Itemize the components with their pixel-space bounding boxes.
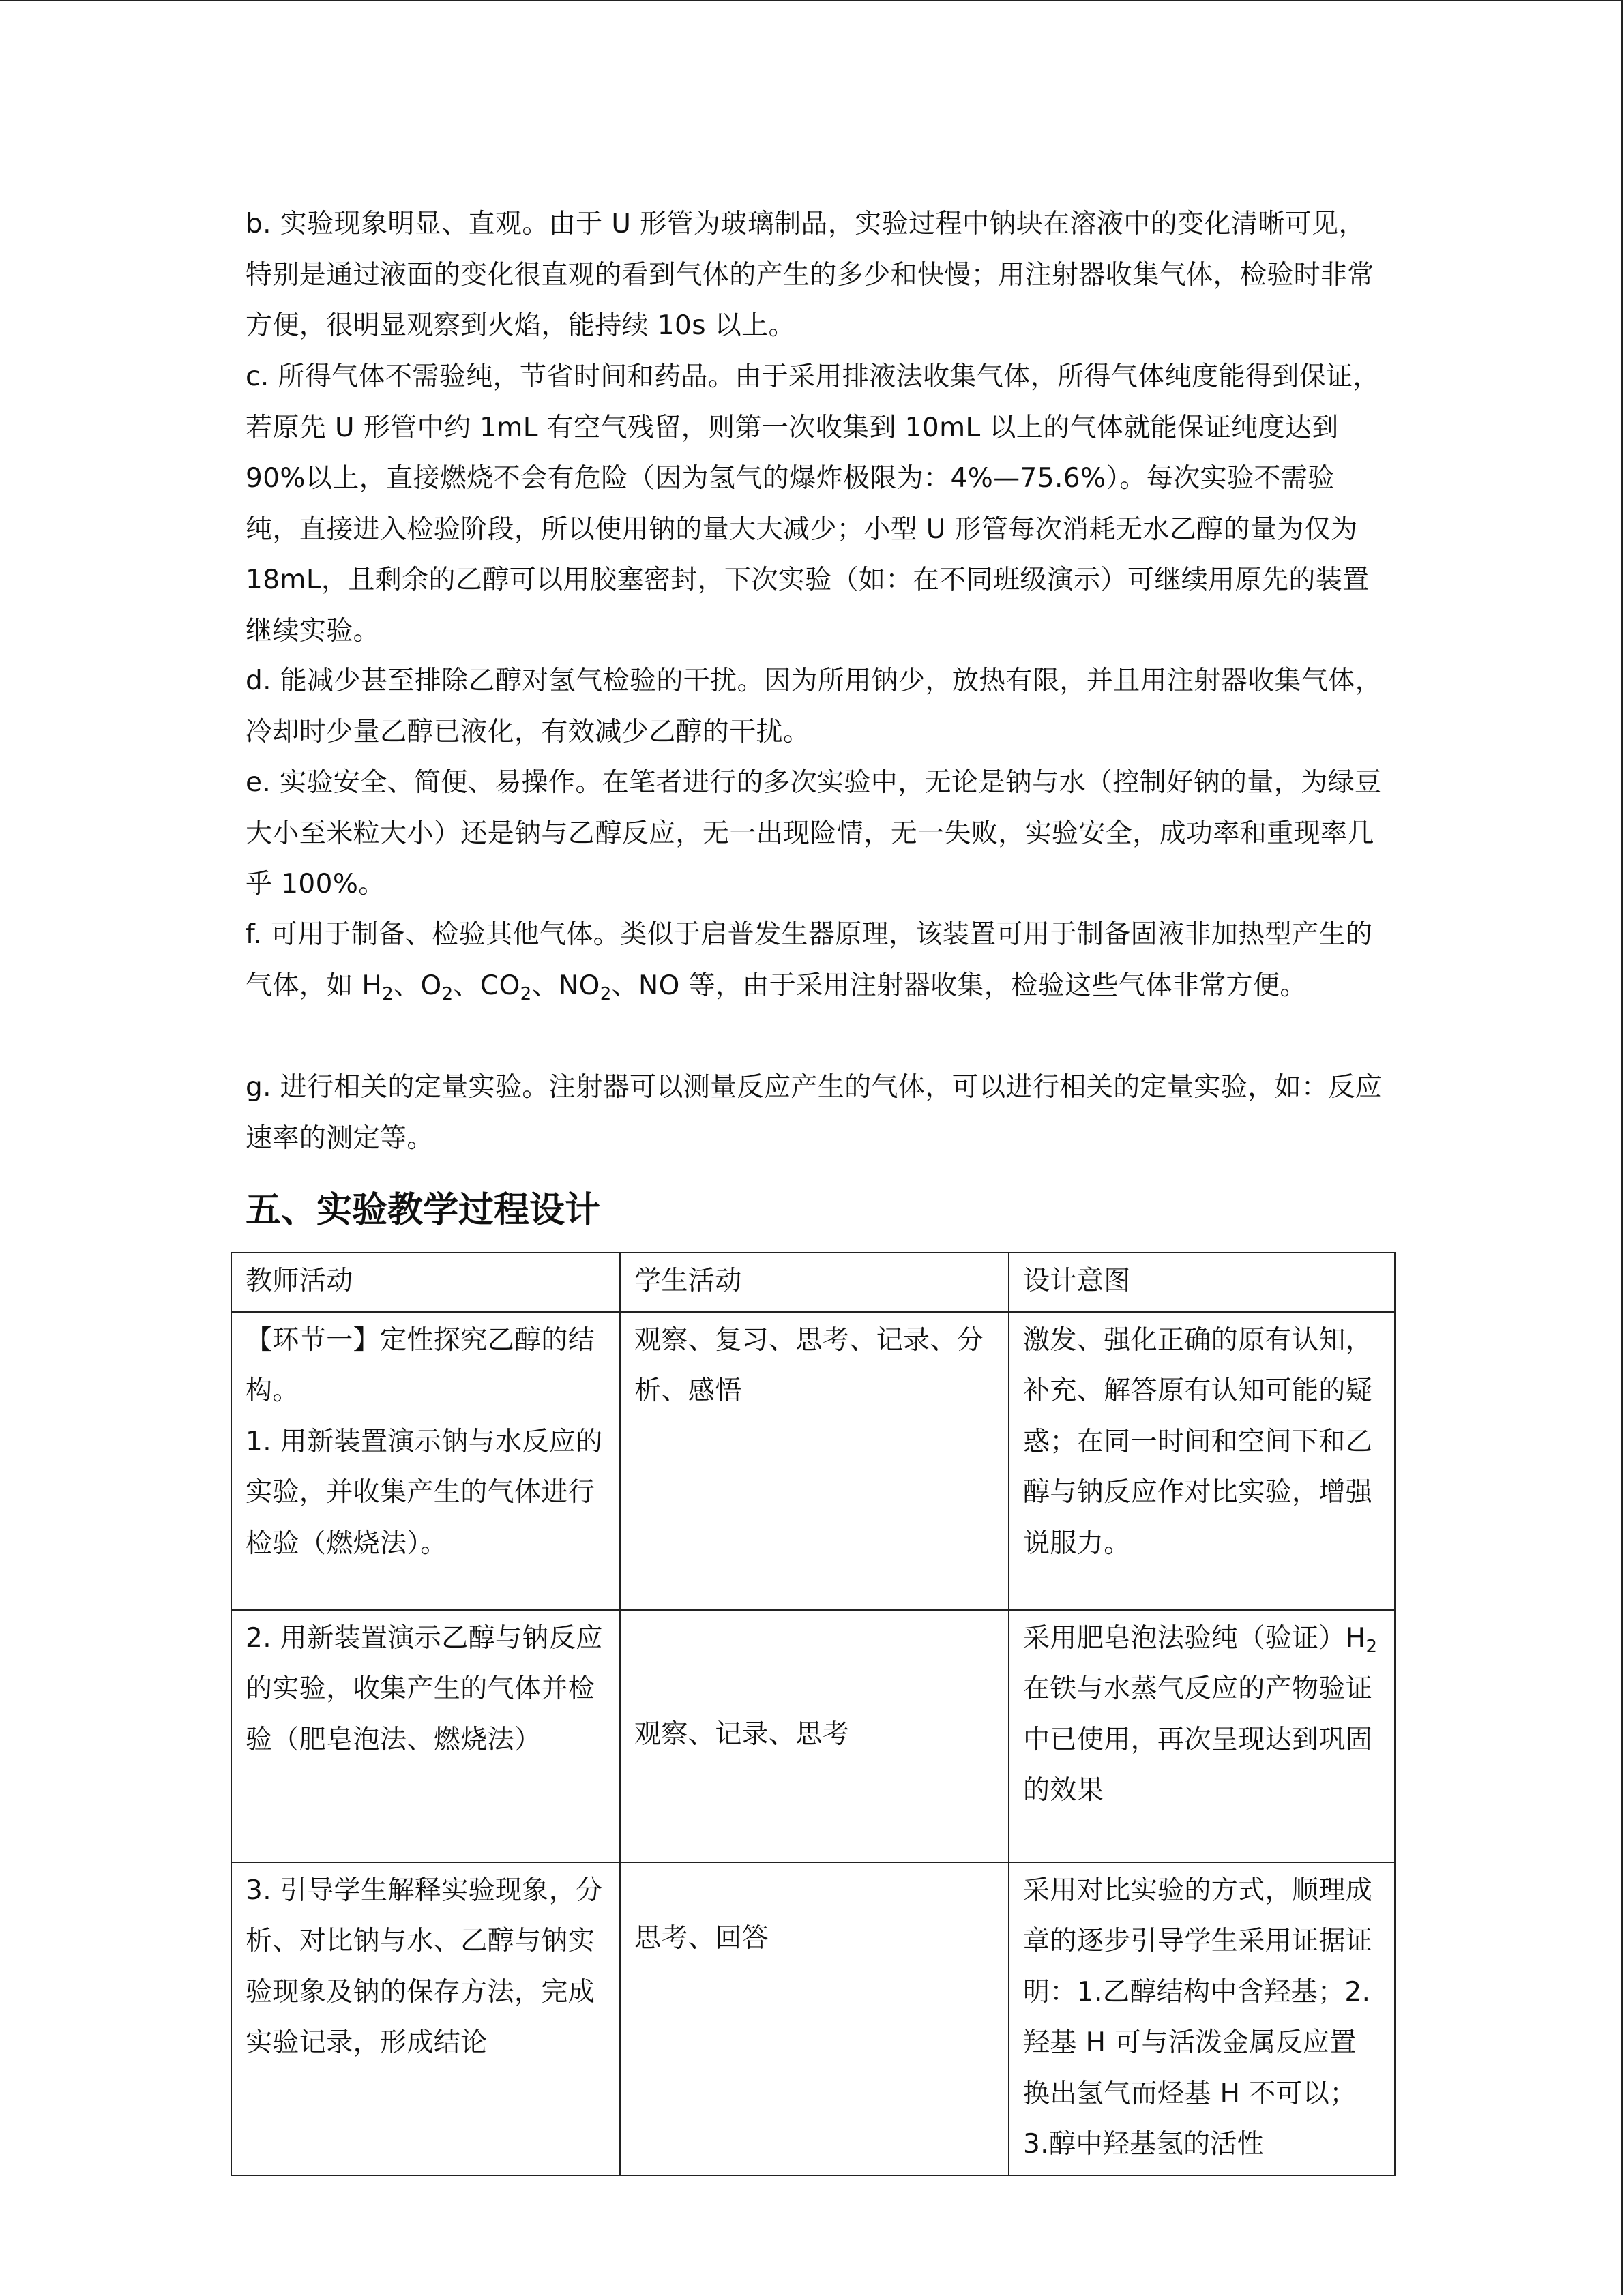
paragraph-f-text-2: 、NO 等，由于采用注射器收集，检验这些气体非常方便。 xyxy=(611,970,1307,1001)
lesson-design-table xyxy=(231,1252,1396,2176)
table-row xyxy=(231,1862,1395,2175)
teacher-activity-cell xyxy=(231,1312,620,1610)
table-row xyxy=(231,1312,1395,1610)
section-title: 五、实验教学过程设计 xyxy=(246,1190,601,1231)
header-design-intent: 设计意图 xyxy=(1009,1253,1395,1312)
student-activity-cell: 思考、回答 xyxy=(620,1862,1009,2175)
teacher-step: 1. 用新装置演示钠与水反应的实验，并收集产生的气体进行检验（燃烧法）。 xyxy=(246,1426,603,1559)
paragraph-f-text-1: f. 可用于制备、检验其他气体。类似于启普发生器原理，该装置可用于制备固液非加热型产生的气体，如 H xyxy=(246,919,1373,1001)
subscript: 2 xyxy=(441,983,454,1004)
subscript: 2 xyxy=(382,983,394,1004)
paragraph-f xyxy=(246,910,1385,1011)
design-intent-cell: 采用对比实验的方式，顺理成章的逐步引导学生采用证据证明：1.乙醇结构中含羟基；2.羟基 H 可与活泼金属反应置换出氢气而烃基 H 不可以；3.醇中羟基氢的活性 xyxy=(1009,1862,1395,2175)
student-activity-cell: 观察、记录、思考 xyxy=(620,1610,1009,1862)
separator: 、CO xyxy=(453,970,520,1001)
paragraph-d: d. 能减少甚至排除乙醇对氢气检验的干扰。因为所用钠少，放热有限，并且用注射器收集气体，冷却时少量乙醇已液化，有效减少乙醇的干扰。 xyxy=(246,666,1383,747)
student-activity-cell: 观察、复习、思考、记录、分析、感悟 xyxy=(620,1312,1009,1610)
design-intent-text-1: 采用肥皂泡法验纯（验证）H xyxy=(1023,1622,1366,1654)
subscript: 2 xyxy=(1365,1636,1378,1657)
paragraph-g: g. 进行相关的定量实验。注射器可以测量反应产生的气体，可以进行相关的定量实验，如：反应速率的测定等。 xyxy=(246,1072,1383,1154)
design-intent-cell xyxy=(1009,1610,1395,1862)
table-row xyxy=(231,1610,1395,1862)
teacher-activity-cell: 2. 用新装置演示乙醇与钠反应的实验，收集产生的气体并检验（肥皂泡法、燃烧法） xyxy=(231,1610,620,1862)
table-header-row xyxy=(231,1253,1395,1312)
subscript: 2 xyxy=(600,983,612,1004)
paragraph-c: c. 所得气体不需验纯，节省时间和药品。由于采用排液法收集气体，所得气体纯度能得到保证，若原先 U 形管中约 1mL 有空气残留，则第一次收集到 10mL 以上的气体就能保证纯度达到 90%以上，直接燃烧不会有危险（因为氢气的爆炸极限为：4%—75.6%）。每次实验不需验纯，直接进入检验阶段，所以使用钠的量大大减少；小型 U 形管每次消耗无水乙醇的量为仅为 18mL，且剩余的乙醇可以用胶塞密封，下次实验（如：在不同班级演示）可继续用原先的装置继续实验。 xyxy=(246,361,1380,646)
subscript: 2 xyxy=(520,983,532,1004)
paragraph-e: e. 实验安全、简便、易操作。在笔者进行的多次实验中，无论是钠与水（控制好钠的量，为绿豆大小至米粒大小）还是钠与乙醇反应，无一出现险情，无一失败，实验安全，成功率和重现率几乎 100%。 xyxy=(246,767,1382,899)
separator: 、NO xyxy=(531,970,600,1001)
teacher-activity-cell: 3. 引导学生解释实验现象，分析、对比钠与水、乙醇与钠实验现象及钠的保存方法，完成实验记录，形成结论 xyxy=(231,1862,620,2175)
paragraph-b: b. 实验现象明显、直观。由于 U 形管为玻璃制品，实验过程中钠块在溶液中的变化清晰可见，特别是通过液面的变化很直观的看到气体的产生的多少和快慢；用注射器收集气体，检验时非常方便，很明显观察到火焰，能持续 10s 以上。 xyxy=(246,209,1374,341)
design-intent-cell: 激发、强化正确的原有认知，补充、解答原有认知可能的疑惑；在同一时间和空间下和乙醇与钠反应作对比实验，增强说服力。 xyxy=(1009,1312,1395,1610)
stage-title: 【环节一】定性探究乙醇的结构。 xyxy=(246,1324,595,1406)
header-student-activity: 学生活动 xyxy=(620,1253,1009,1312)
header-teacher-activity: 教师活动 xyxy=(231,1253,620,1312)
design-intent-text-2: 在铁与水蒸气反应的产物验证中已使用，再次呈现达到巩固的效果 xyxy=(1023,1673,1373,1806)
separator: 、O xyxy=(394,970,442,1001)
